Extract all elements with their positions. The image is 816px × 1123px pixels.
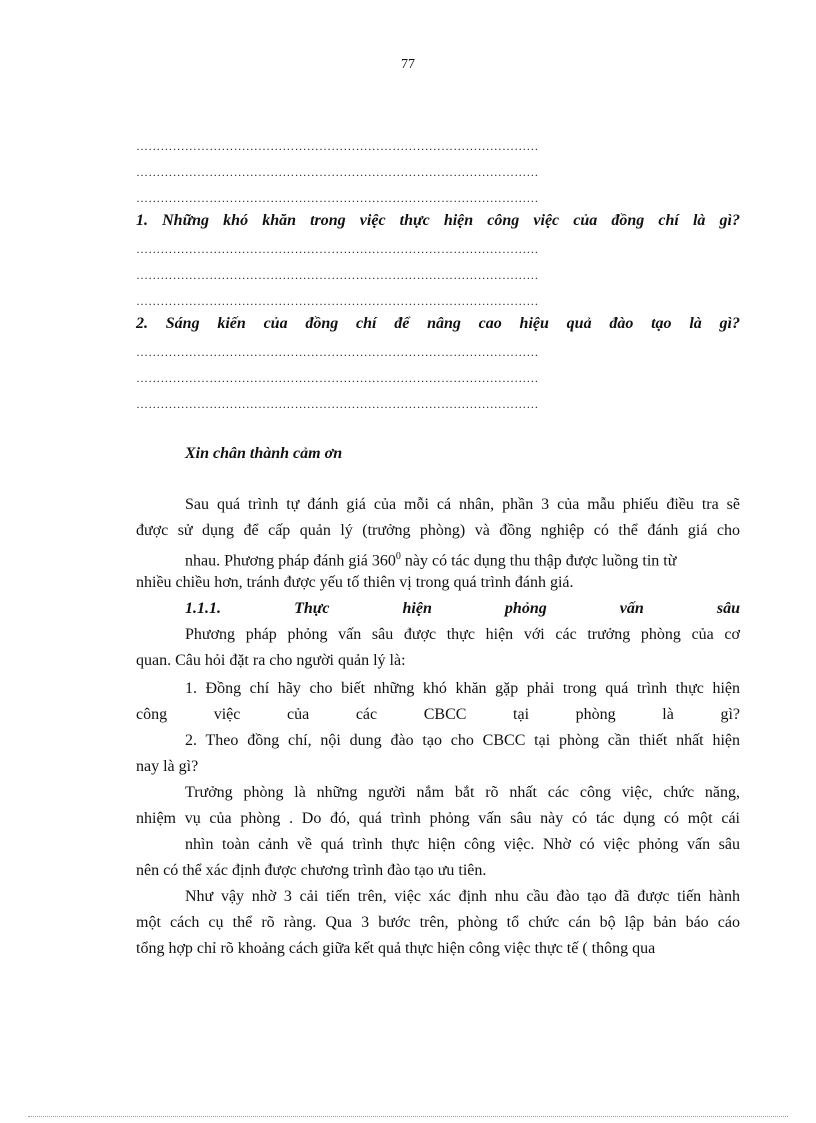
dotted-line: ………………………………………………………………………………………: [136, 242, 539, 256]
paragraph-line: [185, 546, 740, 572]
dotted-line: ………………………………………………………………………………………: [136, 165, 539, 179]
paragraph-line: Trưởng phòng là những người nắm bắt rõ nhất các công việc, chức năng,: [185, 784, 740, 801]
paragraph-line: nên có thể xác định được chương trình đào tạo ưu tiên.: [136, 862, 487, 879]
dotted-line: ………………………………………………………………………………………: [136, 294, 539, 308]
paragraph-line: Sau quá trình tự đánh giá của mỗi cá nhân, phần 3 của mẫu phiếu điều tra sẽ: [185, 496, 740, 513]
list-item: nay là gì?: [136, 758, 199, 775]
paragraph-line: Phương pháp phỏng vấn sâu được thực hiện với các trưởng phòng của cơ: [185, 626, 740, 643]
list-item: 1. Đồng chí hãy cho biết những khó khăn gặp phải trong quá trình thực hiện: [185, 680, 740, 697]
dotted-line: ………………………………………………………………………………………: [136, 139, 539, 153]
list-item: công việc của các CBCC tại phòng là gì?: [136, 706, 740, 723]
text-segment: nhau. Phương pháp đánh giá 360: [185, 552, 396, 570]
dotted-line: ………………………………………………………………………………………: [136, 371, 539, 385]
thanks-note: Xin chân thành cảm ơn: [185, 445, 343, 462]
dotted-line: ………………………………………………………………………………………: [136, 191, 539, 205]
list-item: 2. Theo đồng chí, nội dung đào tạo cho CBCC tại phòng cần thiết nhất hiện: [185, 732, 740, 749]
paragraph-line: được sử dụng để cấp quản lý (trưởng phòng) và đồng nghiệp có thể đánh giá cho: [136, 522, 740, 539]
paragraph-line: một cách cụ thể rõ ràng. Qua 3 bước trên, phòng tổ chức cán bộ lập bản báo cáo: [136, 914, 740, 931]
dotted-line: ………………………………………………………………………………………: [136, 397, 539, 411]
page-number: 77: [401, 57, 415, 72]
survey-question-2: 2. Sáng kiến của đồng chí để nâng cao hiệu quả đào tạo là gì?: [136, 315, 740, 332]
paragraph-line: tổng hợp chỉ rõ khoảng cách giữa kết quả thực hiện công việc thực tế ( thông qua: [136, 940, 656, 957]
superscript: 0: [395, 551, 401, 562]
dotted-line: ………………………………………………………………………………………: [136, 268, 539, 282]
section-heading: 1.1.1. Thực hiện phỏng vấn sâu: [185, 600, 740, 617]
paragraph-line: nhiều chiều hơn, tránh được yếu tố thiên vị trong quá trình đánh giá.: [136, 574, 574, 591]
survey-question-1: 1. Những khó khăn trong việc thực hiện công việc của đồng chí là gì?: [136, 212, 740, 229]
dotted-line: ………………………………………………………………………………………: [136, 345, 539, 359]
page-bottom-rule: [28, 1116, 788, 1117]
text-segment: này có tác dụng thu thập được luồng tin từ: [400, 552, 677, 570]
paragraph-line: nhiệm vụ của phòng . Do đó, quá trình phỏng vấn sâu này có tác dụng có một cái: [136, 810, 740, 827]
paragraph-line: quan. Câu hỏi đặt ra cho người quản lý là:: [136, 652, 406, 669]
paragraph-line: Như vậy nhờ 3 cải tiến trên, việc xác định nhu cầu đào tạo đã được tiến hành: [185, 888, 740, 905]
paragraph-line: nhìn toàn cảnh về quá trình thực hiện công việc. Nhờ có việc phỏng vấn sâu: [185, 836, 740, 853]
